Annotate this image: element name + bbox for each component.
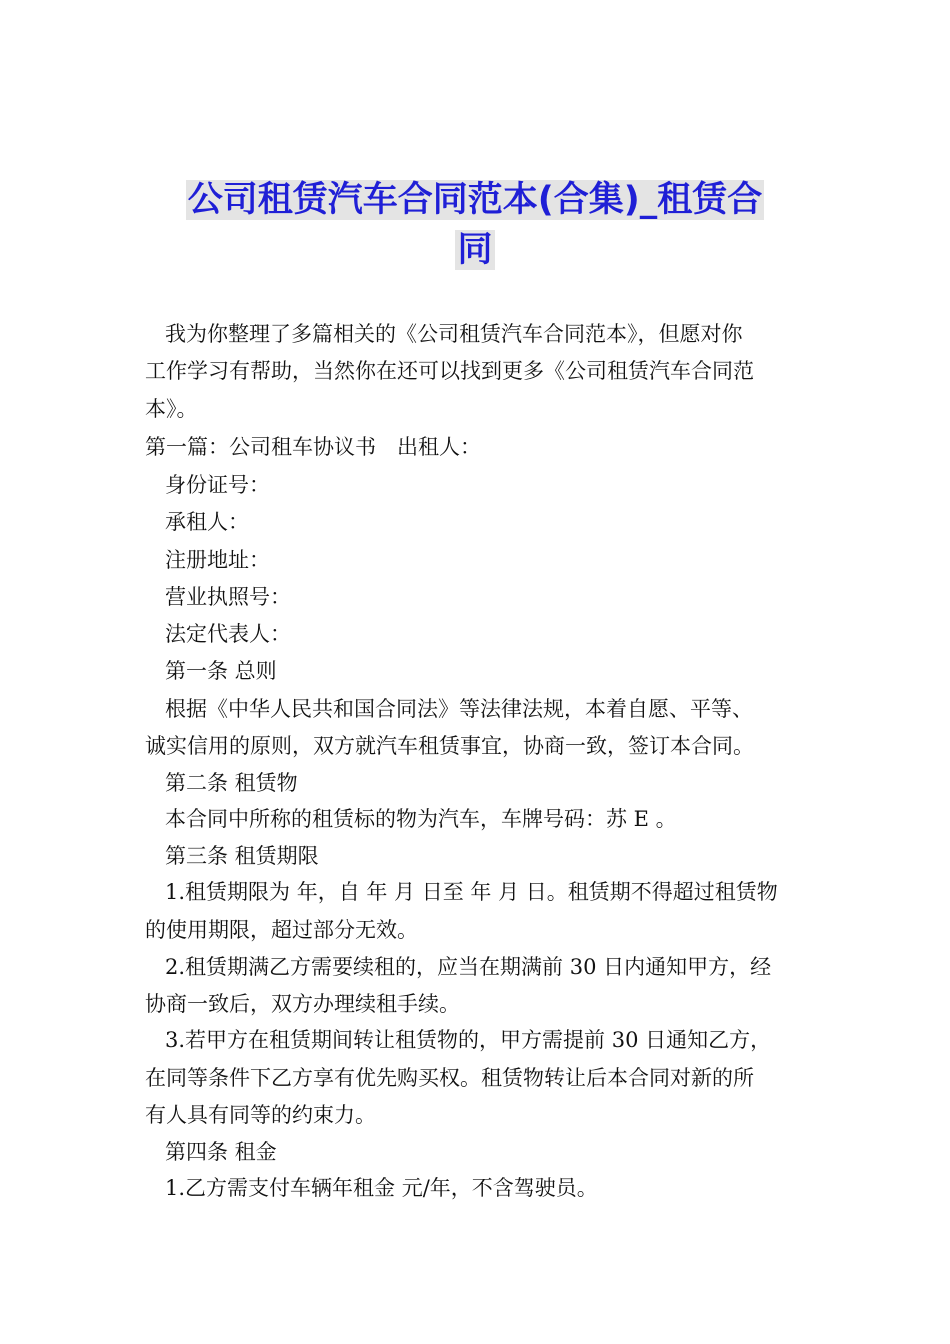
field-business-license: 营业执照号：	[165, 585, 291, 609]
field-registered-address: 注册地址：	[165, 548, 270, 572]
intro-paragraph-line: 工作学习有帮助，当然你在还可以找到更多《公司租赁汽车合同范	[145, 359, 754, 383]
article-text-line: 在同等条件下乙方享有优先购买权。租赁物转让后本合同对新的所	[145, 1066, 754, 1090]
article-text-line: 有人具有同等的约束力。	[145, 1103, 376, 1127]
article-text-line: 1.乙方需支付车辆年租金 元/年，不含驾驶员。	[165, 1176, 598, 1200]
document-title-line-1	[145, 174, 805, 226]
document-title-line-2	[145, 224, 805, 276]
section-heading-part-one: 第一篇：公司租车协议书 出租人：	[145, 435, 481, 459]
field-legal-representative: 法定代表人：	[165, 622, 291, 646]
intro-paragraph-line: 本》。	[145, 397, 198, 421]
field-id-number: 身份证号：	[165, 473, 270, 497]
article-heading: 第三条 租赁期限	[165, 844, 319, 868]
article-heading: 第二条 租赁物	[165, 771, 298, 795]
title-text-2: 同	[457, 230, 493, 270]
article-text-line: 2.租赁期满乙方需要续租的，应当在期满前 30 日内通知甲方，经	[165, 955, 772, 979]
article-text-line: 诚实信用的原则，双方就汽车租赁事宜，协商一致，签订本合同。	[145, 734, 754, 758]
article-text-line: 3.若甲方在租赁期间转让租赁物的，甲方需提前 30 日通知乙方，	[165, 1028, 772, 1052]
intro-paragraph-line: 我为你整理了多篇相关的《公司租赁汽车合同范本》，但愿对你	[165, 322, 743, 346]
article-text-line: 1.租赁期限为 年，自 年 月 日至 年 月 日。租赁期不得超过租赁物	[165, 880, 778, 904]
article-text-line: 的使用期限，超过部分无效。	[145, 918, 418, 942]
article-heading: 第一条 总则	[165, 659, 277, 683]
field-lessee: 承租人：	[165, 510, 249, 534]
article-text-line: 本合同中所称的租赁标的物为汽车，车牌号码：苏 E 。	[165, 807, 677, 831]
article-heading: 第四条 租金	[165, 1140, 277, 1164]
title-text-1: 公司租赁汽车合同范本(合集)_租赁合	[187, 180, 763, 220]
article-text-line: 根据《中华人民共和国合同法》等法律法规，本着自愿、平等、	[165, 697, 753, 721]
article-text-line: 协商一致后，双方办理续租手续。	[145, 992, 460, 1016]
